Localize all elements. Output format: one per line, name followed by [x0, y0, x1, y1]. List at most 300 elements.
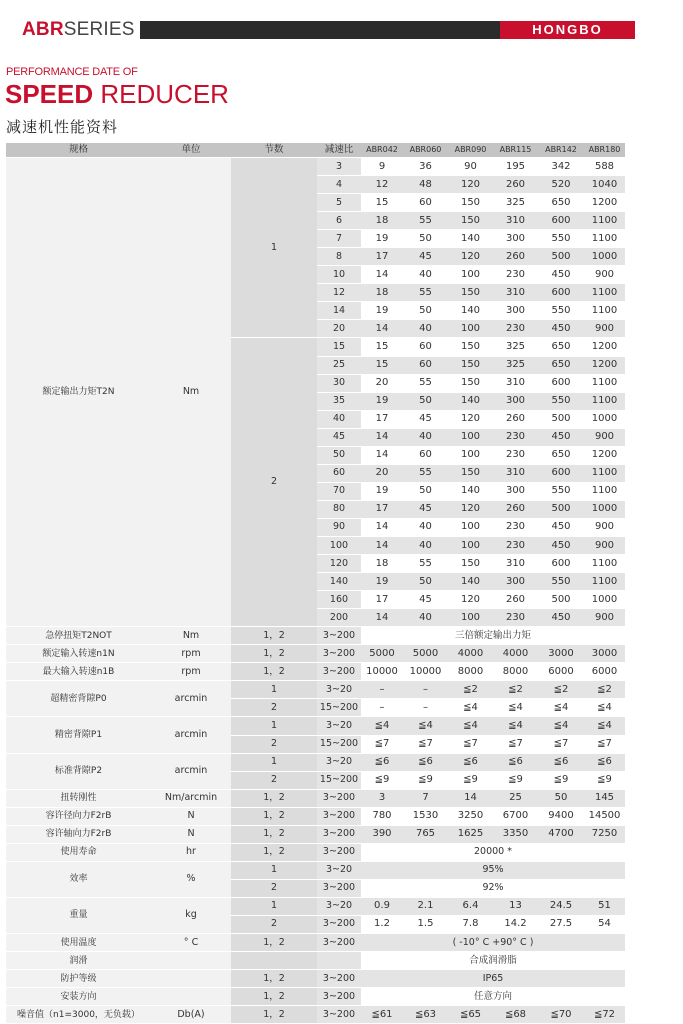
value-cell: 20 [361, 374, 403, 392]
value-cell: 500 [538, 248, 584, 266]
value-cell: ≦7 [584, 735, 625, 753]
stage-cell: 1 [231, 158, 317, 338]
value-cell: 550 [538, 302, 584, 320]
noise-level-unit: Db(A) [151, 1006, 231, 1024]
brand-logo: HONGBO [500, 21, 635, 39]
value-cell: 1200 [584, 338, 625, 356]
protection-class-unit [151, 970, 231, 988]
stage-cell: 1 [231, 681, 317, 699]
value-cell: ≦7 [361, 735, 403, 753]
header-model: ABR115 [493, 143, 538, 158]
value-cell: 900 [584, 518, 625, 536]
value-cell: 50 [403, 482, 448, 500]
value-cell: 230 [493, 536, 538, 554]
value-cell: ≦4 [538, 717, 584, 735]
stage-cell: 1，2 [231, 663, 317, 681]
value-cell: ≦6 [493, 753, 538, 771]
stage-cell: 2 [231, 699, 317, 717]
value-cell: 90 [448, 158, 493, 176]
value-cell: 14 [361, 609, 403, 627]
value-cell: ≦4 [493, 699, 538, 717]
value-cell: 1100 [584, 464, 625, 482]
value-cell: 1100 [584, 230, 625, 248]
value-cell: ≦61 [361, 1006, 403, 1024]
table-header-row [6, 143, 625, 158]
header-bar [140, 21, 500, 39]
value-cell: 300 [493, 302, 538, 320]
value-cell: 1100 [584, 555, 625, 573]
ratio-cell: 6 [317, 212, 361, 230]
value-cell: 4000 [493, 645, 538, 663]
lubrication-label: 润滑 [6, 952, 151, 970]
value-cell: 17 [361, 591, 403, 609]
value-cell: 18 [361, 284, 403, 302]
value-cell: 45 [403, 410, 448, 428]
speed-reducer-title: SPEED REDUCER [5, 79, 229, 109]
value-cell: 14 [361, 320, 403, 338]
value-cell: – [403, 699, 448, 717]
table-row [6, 789, 625, 807]
ratio-cell: 3~200 [317, 663, 361, 681]
backlash-p2-label: 标准背隙P2 [6, 753, 151, 789]
value-cell: ≦9 [403, 771, 448, 789]
stage-cell: 1，2 [231, 627, 317, 645]
value-cell: ≦9 [584, 771, 625, 789]
value-cell: 60 [403, 356, 448, 374]
value-cell: 14 [361, 266, 403, 284]
value-cell: 10000 [361, 663, 403, 681]
value-cell: 100 [448, 609, 493, 627]
table-row [6, 753, 625, 771]
value-cell: ≦2 [493, 681, 538, 699]
value-cell: 550 [538, 230, 584, 248]
value-cell: 55 [403, 374, 448, 392]
value-cell: 9400 [538, 807, 584, 825]
ratio-cell: 3~200 [317, 843, 361, 861]
performance-subtitle: PERFORMANCE DATE OF [6, 66, 138, 78]
ratio-cell: 7 [317, 230, 361, 248]
value-cell: 3250 [448, 807, 493, 825]
ratio-cell: 3~20 [317, 897, 361, 915]
value-cell: 500 [538, 591, 584, 609]
value-cell: 120 [448, 410, 493, 428]
service-life-value: 20000 * [361, 843, 625, 861]
value-cell: 100 [448, 536, 493, 554]
value-cell: – [361, 681, 403, 699]
ratio-cell: 3~20 [317, 717, 361, 735]
torsional-stiffness-unit: Nm/arcmin [151, 789, 231, 807]
ratio-cell: 90 [317, 518, 361, 536]
value-cell: ≦9 [538, 771, 584, 789]
stage-cell: 2 [231, 879, 317, 897]
value-cell: 60 [403, 338, 448, 356]
value-cell: 45 [403, 591, 448, 609]
value-cell: 230 [493, 518, 538, 536]
value-cell: 3000 [584, 645, 625, 663]
value-cell: 24.5 [538, 897, 584, 915]
value-cell: 260 [493, 410, 538, 428]
value-cell: 230 [493, 428, 538, 446]
value-cell: 1200 [584, 356, 625, 374]
weight-unit: kg [151, 897, 231, 933]
ratio-cell: 3~200 [317, 789, 361, 807]
value-cell: 25 [493, 789, 538, 807]
value-cell: 20 [361, 464, 403, 482]
table-row [6, 645, 625, 663]
value-cell: 600 [538, 284, 584, 302]
value-cell: 13 [493, 897, 538, 915]
axial-force-label: 容许轴向力F2rB [6, 825, 151, 843]
value-cell: 50 [403, 573, 448, 591]
value-cell: 900 [584, 428, 625, 446]
value-cell: ≦4 [584, 717, 625, 735]
efficiency-unit: % [151, 861, 231, 897]
radial-force-unit: N [151, 807, 231, 825]
value-cell: 120 [448, 591, 493, 609]
value-cell: 1000 [584, 248, 625, 266]
value-cell: 54 [584, 915, 625, 933]
protection-class-value: IP65 [361, 970, 625, 988]
ratio-cell: 15 [317, 338, 361, 356]
value-cell: ≦4 [584, 699, 625, 717]
value-cell: 450 [538, 609, 584, 627]
table-row [6, 897, 625, 915]
value-cell: 3350 [493, 825, 538, 843]
value-cell: 650 [538, 338, 584, 356]
value-cell: 40 [403, 266, 448, 284]
value-cell: 300 [493, 482, 538, 500]
value-cell: 1625 [448, 825, 493, 843]
value-cell: 15 [361, 194, 403, 212]
table-row [6, 952, 625, 970]
table-row [6, 681, 625, 699]
ratio-cell: 3~200 [317, 970, 361, 988]
value-cell: ≦6 [584, 753, 625, 771]
ratio-cell: 3~20 [317, 753, 361, 771]
stage-cell: 1，2 [231, 645, 317, 663]
value-cell: ≦4 [448, 717, 493, 735]
value-cell: 14 [448, 789, 493, 807]
ratio-cell: 40 [317, 410, 361, 428]
value-cell: 9 [361, 158, 403, 176]
value-cell: ≦9 [361, 771, 403, 789]
value-cell: 500 [538, 410, 584, 428]
value-cell: 120 [448, 500, 493, 518]
value-cell: 50 [403, 302, 448, 320]
value-cell: 17 [361, 410, 403, 428]
emergency-torque-label: 急停扭矩T2NOT [6, 627, 151, 645]
value-cell: ≦2 [538, 681, 584, 699]
value-cell: 300 [493, 230, 538, 248]
value-cell: 4000 [448, 645, 493, 663]
value-cell: ≦4 [361, 717, 403, 735]
stage-cell: 1 [231, 861, 317, 879]
value-cell: 550 [538, 482, 584, 500]
header-spec: 规格 [6, 143, 151, 158]
value-cell: 120 [448, 176, 493, 194]
value-cell: 150 [448, 555, 493, 573]
value-cell: 50 [538, 789, 584, 807]
stage-cell: 2 [231, 735, 317, 753]
value-cell: ≦65 [448, 1006, 493, 1024]
ratio-cell: 15~200 [317, 735, 361, 753]
value-cell: 60 [403, 446, 448, 464]
value-cell: 17 [361, 248, 403, 266]
value-cell: 150 [448, 374, 493, 392]
value-cell: 650 [538, 446, 584, 464]
value-cell: ≦9 [493, 771, 538, 789]
value-cell: ≦4 [538, 699, 584, 717]
value-cell: 14 [361, 446, 403, 464]
value-cell: 150 [448, 356, 493, 374]
max-input-speed-unit: rpm [151, 663, 231, 681]
ratio-cell: 120 [317, 555, 361, 573]
value-cell: 1040 [584, 176, 625, 194]
value-cell: 765 [403, 825, 448, 843]
stage-cell: 2 [231, 915, 317, 933]
ratio-cell: 35 [317, 392, 361, 410]
backlash-p1-label: 精密背隙P1 [6, 717, 151, 753]
value-cell: ≦72 [584, 1006, 625, 1024]
value-cell: 100 [448, 518, 493, 536]
backlash-p0-unit: arcmin [151, 681, 231, 717]
ratio-cell: 30 [317, 374, 361, 392]
value-cell: 230 [493, 609, 538, 627]
ratio-cell: 12 [317, 284, 361, 302]
value-cell: 55 [403, 464, 448, 482]
value-cell: 19 [361, 573, 403, 591]
ratio-cell: 100 [317, 536, 361, 554]
value-cell: ≦7 [403, 735, 448, 753]
value-cell: 3 [361, 789, 403, 807]
value-cell: 900 [584, 320, 625, 338]
value-cell: 230 [493, 446, 538, 464]
value-cell: 260 [493, 500, 538, 518]
table-row [6, 988, 625, 1006]
value-cell: 450 [538, 518, 584, 536]
value-cell: 390 [361, 825, 403, 843]
value-cell: 195 [493, 158, 538, 176]
value-cell: 520 [538, 176, 584, 194]
ratio-cell: 70 [317, 482, 361, 500]
value-cell: 310 [493, 284, 538, 302]
value-cell: 260 [493, 248, 538, 266]
ratio-cell: 3 [317, 158, 361, 176]
emergency-torque-value: 三倍额定输出力矩 [361, 627, 625, 645]
table-row [6, 825, 625, 843]
table-row [6, 807, 625, 825]
stage-cell: 1，2 [231, 843, 317, 861]
table-row [6, 970, 625, 988]
value-cell: 7250 [584, 825, 625, 843]
value-cell: 6000 [538, 663, 584, 681]
ratio-cell: 25 [317, 356, 361, 374]
ratio-cell: 3~20 [317, 861, 361, 879]
value-cell: – [403, 681, 448, 699]
value-cell: ≦4 [493, 717, 538, 735]
table-row [6, 663, 625, 681]
temperature-unit: ° C [151, 934, 231, 952]
value-cell: 325 [493, 356, 538, 374]
ratio-cell: 15~200 [317, 771, 361, 789]
value-cell: 342 [538, 158, 584, 176]
stage-cell: 1，2 [231, 988, 317, 1006]
value-cell: 650 [538, 194, 584, 212]
value-cell: 140 [448, 392, 493, 410]
value-cell: 17 [361, 500, 403, 518]
value-cell: 36 [403, 158, 448, 176]
ratio-cell: 3~200 [317, 627, 361, 645]
table-row [6, 1006, 625, 1024]
value-cell: 780 [361, 807, 403, 825]
value-cell: 40 [403, 428, 448, 446]
backlash-p1-unit: arcmin [151, 717, 231, 753]
value-cell: – [361, 699, 403, 717]
value-cell: 150 [448, 194, 493, 212]
value-cell: 120 [448, 248, 493, 266]
stage-cell: 1，2 [231, 789, 317, 807]
ratio-cell: 60 [317, 464, 361, 482]
value-cell: 1530 [403, 807, 448, 825]
value-cell: 650 [538, 356, 584, 374]
axial-force-unit: N [151, 825, 231, 843]
stage-cell: 1 [231, 753, 317, 771]
value-cell: 10000 [403, 663, 448, 681]
value-cell: 500 [538, 500, 584, 518]
value-cell: 100 [448, 320, 493, 338]
series-title: ABRSERIES [22, 19, 135, 40]
value-cell: 260 [493, 591, 538, 609]
value-cell: ≦7 [448, 735, 493, 753]
value-cell: 300 [493, 392, 538, 410]
value-cell: 1200 [584, 194, 625, 212]
header-model: ABR042 [361, 143, 403, 158]
table-row [6, 861, 625, 879]
value-cell: 230 [493, 266, 538, 284]
spec-table [6, 143, 625, 1024]
ratio-cell: 4 [317, 176, 361, 194]
emergency-torque-unit: Nm [151, 627, 231, 645]
value-cell: ≦9 [448, 771, 493, 789]
backlash-p0-label: 超精密背隙P0 [6, 681, 151, 717]
ratio-cell: 3~200 [317, 645, 361, 663]
value-cell: 27.5 [538, 915, 584, 933]
table-row [6, 158, 625, 176]
value-cell: 14 [361, 536, 403, 554]
value-cell: ≦2 [448, 681, 493, 699]
value-cell: 150 [448, 212, 493, 230]
value-cell: 8000 [493, 663, 538, 681]
value-cell: 588 [584, 158, 625, 176]
value-cell: 45 [403, 500, 448, 518]
value-cell: 1100 [584, 573, 625, 591]
value-cell: 60 [403, 194, 448, 212]
value-cell: 100 [448, 428, 493, 446]
value-cell: 48 [403, 176, 448, 194]
ratio-cell: 3~200 [317, 915, 361, 933]
header-stage: 节数 [231, 143, 317, 158]
header-unit: 单位 [151, 143, 231, 158]
mounting-direction-label: 安装方向 [6, 988, 151, 1006]
value-cell: 900 [584, 609, 625, 627]
value-cell: ≦7 [493, 735, 538, 753]
value-cell: 1100 [584, 482, 625, 500]
value-cell: 1000 [584, 500, 625, 518]
value-cell: 310 [493, 374, 538, 392]
table-row [6, 717, 625, 735]
value-cell: ≦6 [361, 753, 403, 771]
value-cell: 150 [448, 338, 493, 356]
value-cell: 450 [538, 428, 584, 446]
torque-label: 额定输出力矩T2N [6, 158, 151, 627]
value-cell: 310 [493, 464, 538, 482]
stage-cell [231, 952, 317, 970]
value-cell: ≦6 [448, 753, 493, 771]
value-cell: 50 [403, 392, 448, 410]
header-model: ABR142 [538, 143, 584, 158]
ratio-cell: 3~20 [317, 681, 361, 699]
rated-input-speed-unit: rpm [151, 645, 231, 663]
value-cell: 0.9 [361, 897, 403, 915]
value-cell: 550 [538, 573, 584, 591]
value-cell: ≦6 [403, 753, 448, 771]
value-cell: 19 [361, 302, 403, 320]
stage-cell: 1，2 [231, 970, 317, 988]
header-ratio: 减速比 [317, 143, 361, 158]
value-cell: 230 [493, 320, 538, 338]
efficiency-value: 92% [361, 879, 625, 897]
stage-cell: 1，2 [231, 934, 317, 952]
ratio-cell: 140 [317, 573, 361, 591]
ratio-cell: 20 [317, 320, 361, 338]
value-cell: 14 [361, 518, 403, 536]
value-cell: 19 [361, 392, 403, 410]
header-model: ABR090 [448, 143, 493, 158]
value-cell: 40 [403, 518, 448, 536]
value-cell: 600 [538, 374, 584, 392]
value-cell: 450 [538, 266, 584, 284]
value-cell: ≦2 [584, 681, 625, 699]
ratio-cell: 3~200 [317, 807, 361, 825]
value-cell: 100 [448, 446, 493, 464]
value-cell: ≦7 [538, 735, 584, 753]
value-cell: 1.2 [361, 915, 403, 933]
header-model: ABR180 [584, 143, 625, 158]
value-cell: 900 [584, 266, 625, 284]
stage-cell: 1 [231, 897, 317, 915]
value-cell: 6.4 [448, 897, 493, 915]
value-cell: 150 [448, 284, 493, 302]
value-cell: 12 [361, 176, 403, 194]
value-cell: ≦4 [403, 717, 448, 735]
value-cell: 1200 [584, 446, 625, 464]
value-cell: 1100 [584, 212, 625, 230]
efficiency-label: 效率 [6, 861, 151, 897]
ratio-cell: 200 [317, 609, 361, 627]
value-cell: 2.1 [403, 897, 448, 915]
value-cell: 14 [361, 428, 403, 446]
value-cell: 600 [538, 555, 584, 573]
mounting-direction-value: 任意方向 [361, 988, 625, 1006]
ratio-cell: 3~200 [317, 934, 361, 952]
ratio-cell: 10 [317, 266, 361, 284]
torsional-stiffness-label: 扭转刚性 [6, 789, 151, 807]
value-cell: 100 [448, 266, 493, 284]
value-cell: 7.8 [448, 915, 493, 933]
value-cell: 55 [403, 284, 448, 302]
value-cell: 15 [361, 356, 403, 374]
max-input-speed-label: 最大输入转速n1B [6, 663, 151, 681]
